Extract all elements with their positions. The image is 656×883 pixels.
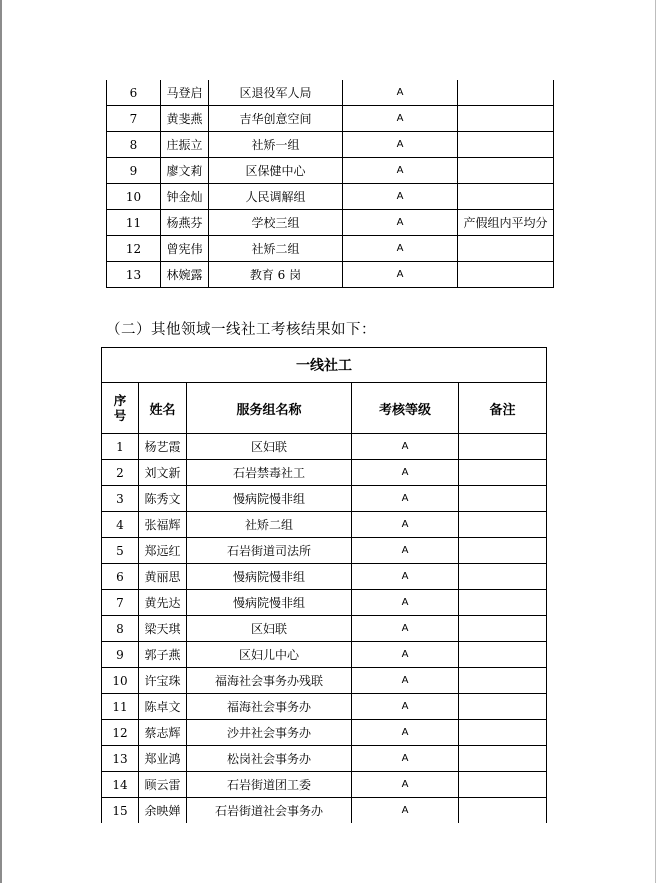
- cell-name: 郑业鸿: [139, 746, 187, 772]
- cell-no: 1: [102, 434, 139, 460]
- cell-grade: A: [343, 106, 458, 132]
- table-title-row: [102, 348, 547, 383]
- cell-no: 12: [102, 720, 139, 746]
- cell-note: [458, 236, 554, 262]
- cell-no: 9: [102, 642, 139, 668]
- cell-name: 黄斐燕: [161, 106, 209, 132]
- cell-name: 杨艺霞: [139, 434, 187, 460]
- cell-grade: A: [352, 746, 459, 772]
- cell-note: 产假组内平均分: [458, 210, 554, 236]
- cell-group: 区退役军人局: [209, 80, 343, 106]
- cell-no: 5: [102, 538, 139, 564]
- cell-note: [458, 184, 554, 210]
- table-title: 一线社工: [102, 348, 547, 383]
- table-row: [102, 772, 547, 798]
- cell-no: 4: [102, 512, 139, 538]
- cell-name: 廖文莉: [161, 158, 209, 184]
- cell-group: 吉华创意空间: [209, 106, 343, 132]
- cell-group: 石岩街道社会事务办: [187, 798, 352, 824]
- cell-grade: A: [352, 798, 459, 824]
- table-row: [107, 262, 554, 288]
- cell-note: [459, 460, 547, 486]
- cell-group: 石岩街道团工委: [187, 772, 352, 798]
- table-row: [102, 694, 547, 720]
- cell-group: 区妇联: [187, 616, 352, 642]
- cell-note: [459, 616, 547, 642]
- cell-no: 11: [107, 210, 161, 236]
- cell-group: 松岗社会事务办: [187, 746, 352, 772]
- cell-no: 10: [107, 184, 161, 210]
- cell-name: 陈秀文: [139, 486, 187, 512]
- cell-note: [459, 538, 547, 564]
- header-name: 姓名: [139, 383, 187, 434]
- cell-group: 福海社会事务办残联: [187, 668, 352, 694]
- cell-note: [458, 80, 554, 106]
- cell-group: 教育 6 岗: [209, 262, 343, 288]
- cell-name: 陈卓文: [139, 694, 187, 720]
- cell-grade: A: [343, 184, 458, 210]
- cell-name: 郑远红: [139, 538, 187, 564]
- table-row: [102, 798, 547, 824]
- header-no: [102, 383, 139, 434]
- cell-no: 7: [102, 590, 139, 616]
- cell-grade: A: [343, 158, 458, 184]
- cell-grade: A: [352, 590, 459, 616]
- table-row: [102, 538, 547, 564]
- cell-name: 蔡志辉: [139, 720, 187, 746]
- cell-note: [459, 668, 547, 694]
- cell-note: [458, 106, 554, 132]
- table-row: [102, 512, 547, 538]
- cell-group: 沙井社会事务办: [187, 720, 352, 746]
- cell-grade: A: [343, 132, 458, 158]
- cell-no: 8: [102, 616, 139, 642]
- frontline-social-worker-table: [101, 347, 547, 823]
- cell-grade: A: [352, 564, 459, 590]
- table-row: [102, 616, 547, 642]
- cell-note: [459, 590, 547, 616]
- header-grade: 考核等级: [352, 383, 459, 434]
- cell-name: 郭子燕: [139, 642, 187, 668]
- table-row: [102, 746, 547, 772]
- cell-group: 学校三组: [209, 210, 343, 236]
- cell-no: 8: [107, 132, 161, 158]
- table-row: [107, 210, 554, 236]
- table-row: [107, 236, 554, 262]
- cell-no: 6: [102, 564, 139, 590]
- header-note: 备注: [459, 383, 547, 434]
- assessment-table-continued: [106, 80, 554, 288]
- cell-note: [459, 772, 547, 798]
- cell-group: 石岩街道司法所: [187, 538, 352, 564]
- cell-name: 庄振立: [161, 132, 209, 158]
- cell-name: 张福辉: [139, 512, 187, 538]
- cell-note: [458, 262, 554, 288]
- cell-no: 15: [102, 798, 139, 824]
- cell-group: 石岩禁毒社工: [187, 460, 352, 486]
- cell-no: 6: [107, 80, 161, 106]
- table-row: [102, 434, 547, 460]
- cell-grade: A: [352, 720, 459, 746]
- cell-no: 2: [102, 460, 139, 486]
- cell-grade: A: [352, 772, 459, 798]
- header-no-label: 序号: [113, 393, 127, 423]
- table-row: [102, 486, 547, 512]
- cell-note: [459, 642, 547, 668]
- cell-no: 9: [107, 158, 161, 184]
- cell-no: 11: [102, 694, 139, 720]
- table-row: [102, 720, 547, 746]
- cell-name: 许宝珠: [139, 668, 187, 694]
- cell-grade: A: [352, 668, 459, 694]
- cell-no: 7: [107, 106, 161, 132]
- cell-group: 社矫二组: [209, 236, 343, 262]
- cell-note: [459, 512, 547, 538]
- cell-no: 14: [102, 772, 139, 798]
- table-row: [107, 106, 554, 132]
- cell-grade: A: [343, 262, 458, 288]
- cell-name: 梁天琪: [139, 616, 187, 642]
- table-row: [107, 80, 554, 106]
- cell-no: 13: [107, 262, 161, 288]
- section-heading: （二）其他领域一线社工考核结果如下：: [106, 322, 376, 338]
- cell-grade: A: [352, 512, 459, 538]
- cell-grade: A: [343, 236, 458, 262]
- cell-name: 余映婵: [139, 798, 187, 824]
- cell-name: 钟金灿: [161, 184, 209, 210]
- cell-name: 顾云雷: [139, 772, 187, 798]
- cell-grade: A: [352, 486, 459, 512]
- header-group: 服务组名称: [187, 383, 352, 434]
- cell-grade: A: [352, 694, 459, 720]
- cell-group: 慢病院慢非组: [187, 590, 352, 616]
- table-row: [102, 590, 547, 616]
- cell-name: 黄先达: [139, 590, 187, 616]
- cell-group: 区妇联: [187, 434, 352, 460]
- cell-grade: A: [352, 642, 459, 668]
- table-row: [107, 184, 554, 210]
- table-row: [102, 564, 547, 590]
- cell-note: [458, 132, 554, 158]
- table-row: [102, 460, 547, 486]
- table-row: [102, 668, 547, 694]
- cell-name: 马登启: [161, 80, 209, 106]
- table-row: [107, 132, 554, 158]
- cell-note: [459, 798, 547, 824]
- cell-group: 人民调解组: [209, 184, 343, 210]
- cell-grade: A: [352, 434, 459, 460]
- cell-no: 10: [102, 668, 139, 694]
- cell-grade: A: [352, 538, 459, 564]
- cell-note: [459, 746, 547, 772]
- table-row: [102, 642, 547, 668]
- cell-no: 13: [102, 746, 139, 772]
- cell-group: 慢病院慢非组: [187, 486, 352, 512]
- cell-group: 社矫二组: [187, 512, 352, 538]
- cell-note: [459, 564, 547, 590]
- cell-grade: A: [352, 460, 459, 486]
- cell-note: [459, 434, 547, 460]
- cell-note: [458, 158, 554, 184]
- cell-name: 曾宪伟: [161, 236, 209, 262]
- cell-group: 福海社会事务办: [187, 694, 352, 720]
- cell-name: 林婉露: [161, 262, 209, 288]
- cell-grade: A: [343, 210, 458, 236]
- cell-note: [459, 720, 547, 746]
- table-row: [107, 158, 554, 184]
- cell-group: 区保健中心: [209, 158, 343, 184]
- cell-name: 杨燕芬: [161, 210, 209, 236]
- cell-no: 12: [107, 236, 161, 262]
- table-header-row: [102, 383, 547, 434]
- cell-no: 3: [102, 486, 139, 512]
- cell-note: [459, 486, 547, 512]
- page-edge-left: [0, 0, 2, 883]
- cell-name: 黄丽思: [139, 564, 187, 590]
- cell-group: 慢病院慢非组: [187, 564, 352, 590]
- cell-name: 刘文新: [139, 460, 187, 486]
- cell-grade: A: [352, 616, 459, 642]
- cell-group: 区妇儿中心: [187, 642, 352, 668]
- cell-note: [459, 694, 547, 720]
- cell-grade: A: [343, 80, 458, 106]
- cell-group: 社矫一组: [209, 132, 343, 158]
